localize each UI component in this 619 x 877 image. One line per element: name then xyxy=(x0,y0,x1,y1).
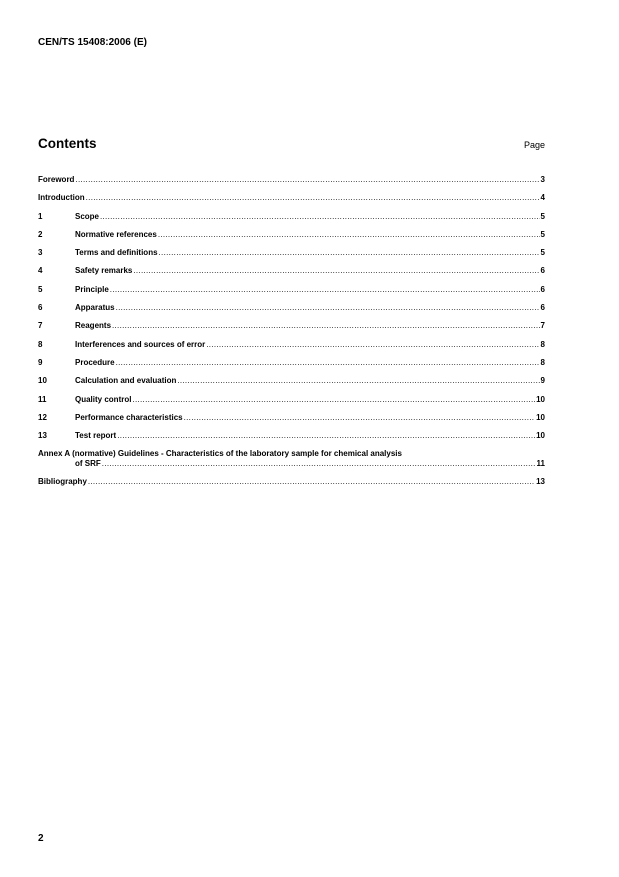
toc-line xyxy=(38,395,545,405)
annex-title-line-2: of SRF xyxy=(75,459,101,469)
toc-entry[interactable] xyxy=(38,431,545,449)
toc-leader-dots xyxy=(158,230,540,240)
toc-page-number: 3 xyxy=(540,175,545,184)
toc-section-number: 3 xyxy=(38,248,43,258)
page-column-label: Page xyxy=(523,140,545,150)
toc-line xyxy=(38,175,545,185)
toc-leader-dots xyxy=(112,321,540,331)
toc-line xyxy=(38,321,545,331)
table-of-contents xyxy=(38,175,545,496)
toc-entry[interactable] xyxy=(38,358,545,376)
toc-title: Apparatus xyxy=(75,303,115,313)
toc-leader-dots xyxy=(86,193,540,203)
toc-section-number: 10 xyxy=(38,376,47,386)
toc-line xyxy=(38,477,545,487)
toc-section-number: 7 xyxy=(38,321,43,331)
toc-line xyxy=(38,431,545,441)
toc-line xyxy=(38,285,545,295)
toc-page-number: 4 xyxy=(540,193,545,203)
toc-section-number: 1 xyxy=(38,211,43,221)
toc-page-number: 5 xyxy=(540,211,545,221)
toc-line xyxy=(38,212,545,222)
toc-page-number: 10 xyxy=(536,394,545,404)
toc-leader-dots xyxy=(184,413,535,423)
toc-title: Interferences and sources of error xyxy=(75,339,206,349)
toc-entry[interactable] xyxy=(38,376,545,394)
toc-title: Performance characteristics xyxy=(75,412,183,422)
toc-section-number: 6 xyxy=(38,303,43,313)
toc-leader-dots xyxy=(116,358,540,368)
toc-entry[interactable] xyxy=(38,303,545,321)
toc-line xyxy=(38,340,545,350)
toc-page-number: 5 xyxy=(540,248,545,258)
toc-entry[interactable] xyxy=(38,340,545,358)
toc-page-number: 7 xyxy=(540,321,545,331)
toc-line xyxy=(38,193,545,203)
toc-list xyxy=(38,175,545,449)
annex-title-line-1: Annex A (normative) Guidelines - Characteristics of the laboratory sample for chemical analysis xyxy=(38,449,402,459)
toc-title: Terms and definitions xyxy=(75,248,158,258)
toc-page-number: 6 xyxy=(540,266,545,276)
toc-section-number: 5 xyxy=(38,284,43,294)
toc-page-number: 13 xyxy=(536,477,545,487)
toc-section-number: 12 xyxy=(38,412,47,422)
toc-leader-dots xyxy=(88,477,535,487)
toc-leader-dots xyxy=(159,248,540,258)
toc-section-number: 2 xyxy=(38,229,43,239)
toc-entry[interactable] xyxy=(38,395,545,413)
toc-line xyxy=(38,376,545,386)
toc-leader-dots xyxy=(206,340,539,350)
toc-leader-dots xyxy=(177,376,539,386)
toc-entry[interactable] xyxy=(38,321,545,339)
toc-page-number: 10 xyxy=(536,431,545,441)
toc-leader-dots xyxy=(117,431,535,441)
toc-leader-dots xyxy=(102,459,536,469)
document-id: CEN/TS 15408:2006 (E) xyxy=(38,37,147,48)
toc-title: Bibliography xyxy=(38,477,87,487)
toc-section-number: 9 xyxy=(38,357,43,367)
toc-page-number: 11 xyxy=(536,459,545,469)
annex-title-line-2-row xyxy=(38,459,545,469)
toc-leader-dots xyxy=(133,266,539,276)
toc-entry[interactable] xyxy=(38,285,545,303)
toc-leader-dots xyxy=(100,212,540,222)
toc-line xyxy=(38,303,545,313)
toc-section-number: 4 xyxy=(38,266,43,276)
toc-page-number: 10 xyxy=(536,412,545,422)
toc-entry[interactable] xyxy=(38,413,545,431)
toc-entry[interactable] xyxy=(38,175,545,193)
toc-line xyxy=(38,266,545,276)
toc-section-number: 8 xyxy=(38,339,43,349)
toc-page-number: 8 xyxy=(540,339,545,349)
contents-heading: Contents xyxy=(38,136,97,151)
toc-entry[interactable] xyxy=(38,266,545,284)
toc-title: Scope xyxy=(75,211,100,221)
toc-page-number: 6 xyxy=(540,303,545,313)
toc-title: Safety remarks xyxy=(75,266,133,276)
toc-section-number: 13 xyxy=(38,431,47,441)
toc-title: Principle xyxy=(75,284,109,294)
toc-page-number: 5 xyxy=(540,229,545,239)
toc-title: Normative references xyxy=(75,229,157,239)
toc-section-number: 11 xyxy=(38,394,47,404)
toc-entry[interactable] xyxy=(38,212,545,230)
toc-leader-dots xyxy=(110,285,540,295)
toc-title: Foreword xyxy=(38,175,75,184)
toc-entry-annex-a[interactable] xyxy=(38,449,545,477)
page-number: 2 xyxy=(38,833,44,844)
toc-line xyxy=(38,230,545,240)
toc-title: Quality control xyxy=(75,394,132,404)
toc-leader-dots xyxy=(116,303,540,313)
toc-leader-dots xyxy=(132,395,535,405)
toc-leader-dots xyxy=(75,175,539,185)
toc-entry[interactable] xyxy=(38,193,545,211)
toc-entry[interactable] xyxy=(38,248,545,266)
toc-page-number: 6 xyxy=(540,284,545,294)
toc-page-number: 9 xyxy=(540,376,545,386)
toc-line xyxy=(38,358,545,368)
toc-title: Test report xyxy=(75,431,117,441)
toc-title: Procedure xyxy=(75,357,115,367)
toc-entry[interactable] xyxy=(38,230,545,248)
toc-title: Calculation and evaluation xyxy=(75,376,177,386)
toc-title: Reagents xyxy=(75,321,112,331)
toc-line xyxy=(38,413,545,423)
toc-page-number: 8 xyxy=(540,357,545,367)
toc-entry-bibliography[interactable] xyxy=(38,477,545,495)
toc-line xyxy=(38,248,545,258)
toc-title: Introduction xyxy=(38,193,85,203)
